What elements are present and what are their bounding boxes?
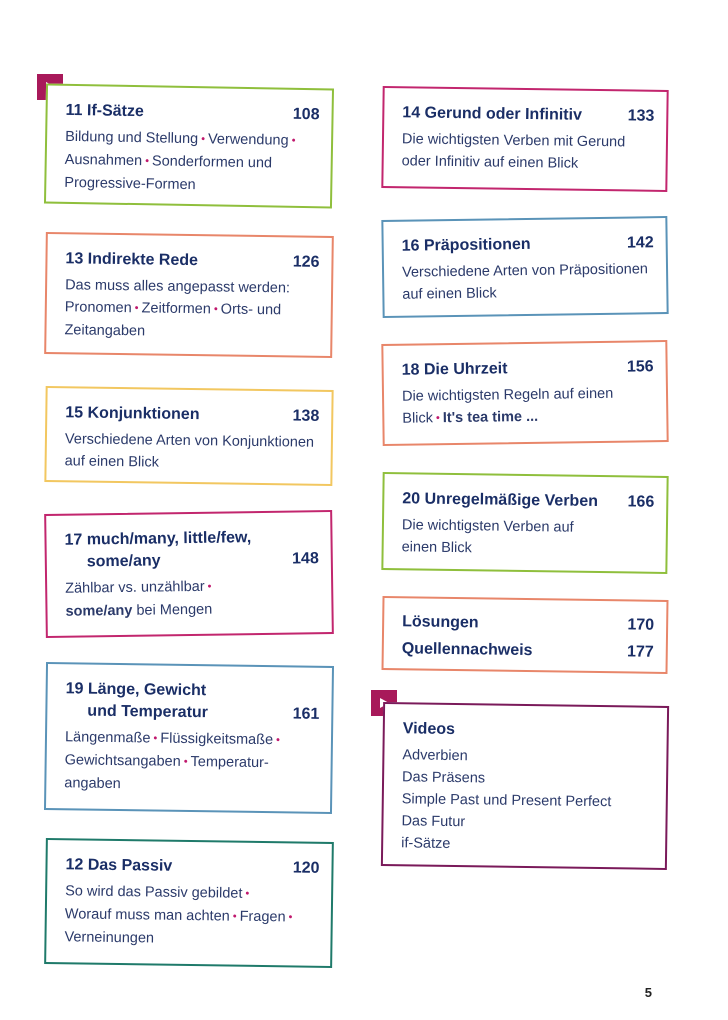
- page-number: 5: [644, 985, 652, 1000]
- toc-entry-loesungen[interactable]: [381, 596, 668, 674]
- toc-description: Verschiedene Arten von Konjunktionen auf einen Blick: [64, 431, 315, 471]
- toc-page: 138: [292, 407, 320, 425]
- toc-entry-uhrzeit[interactable]: [381, 340, 668, 446]
- toc-title: 15 Konjunktionen: [65, 404, 200, 424]
- toc-description: Die wichtigsten Verben auf einen Blick: [401, 517, 574, 557]
- toc-title: 13 Indirekte Rede: [65, 250, 199, 270]
- toc-title: 17 much/many, little/few,: [64, 529, 252, 549]
- toc-page: 142: [626, 234, 654, 252]
- toc-description: Zählbar vs. unzählbar • some/any bei Mengen: [65, 578, 213, 620]
- video-list: [401, 744, 655, 858]
- video-link[interactable]: Simple Past und Present Perfect: [401, 791, 612, 811]
- toc-title-cont: some/any: [86, 552, 161, 571]
- toc-page: 170: [627, 616, 655, 634]
- videos-box: [381, 702, 669, 870]
- toc-entry-praepositionen[interactable]: [381, 216, 668, 318]
- toc-title: Quellennachweis: [401, 640, 533, 660]
- video-link[interactable]: Das Futur: [401, 813, 466, 831]
- toc-title-cont: und Temperatur: [87, 702, 209, 722]
- toc-description: Verschiedene Arten von Präpositionen auf einen Blick: [401, 261, 649, 303]
- toc-title: 16 Präpositionen: [401, 235, 531, 255]
- toc-entry-unregelmaessig[interactable]: [381, 472, 668, 574]
- toc-title: 20 Unregelmäßige Verben: [402, 490, 599, 511]
- toc-entry-gerund[interactable]: [381, 86, 668, 192]
- toc-title: 14 Gerund oder Infinitiv: [402, 104, 583, 124]
- toc-title: 18 Die Uhrzeit: [401, 360, 508, 379]
- videos-title: Videos: [402, 720, 456, 739]
- toc-page: 161: [292, 705, 320, 723]
- toc-entry-if-saetze[interactable]: [44, 83, 334, 208]
- toc-entry-much-many[interactable]: [44, 510, 334, 638]
- toc-page: 166: [627, 493, 655, 511]
- toc-title: 12 Das Passiv: [65, 856, 173, 875]
- video-link[interactable]: Das Präsens: [401, 769, 486, 787]
- toc-page: 148: [291, 550, 319, 568]
- toc-title: Lösungen: [402, 613, 479, 632]
- toc-entry-passiv[interactable]: [44, 838, 334, 968]
- toc-title: 19 Länge, Gewicht: [65, 680, 207, 700]
- toc-description: So wird das Passiv gebildet • Worauf muss man achten • Fragen • Verneinungen: [64, 883, 293, 947]
- toc-entry-konjunktionen[interactable]: [44, 386, 333, 486]
- toc-entry-indirekte-rede[interactable]: [44, 232, 334, 358]
- toc-page: 133: [627, 107, 655, 125]
- toc-description: Das muss alles angepasst werden: Pronomen • Zeitformen • Orts- und Zeitangaben: [64, 277, 291, 340]
- toc-page: 126: [292, 253, 320, 271]
- toc-page: 108: [292, 105, 320, 124]
- toc-page: 177: [626, 643, 654, 661]
- toc-entry-laenge[interactable]: [44, 662, 334, 814]
- toc-page: 120: [292, 859, 320, 877]
- toc-page: 156: [626, 358, 654, 376]
- toc-description: Längenmaße • Flüssigkeitsmaße • Gewichtsangaben • Temperatur- angaben: [64, 729, 281, 793]
- toc-description: Bildung und Stellung • Verwendung • Ausnahmen • Sonderformen und Progressive-Formen: [64, 128, 296, 194]
- video-link[interactable]: Adverbien: [402, 747, 468, 765]
- toc-title: 11 If-Sätze: [65, 101, 145, 121]
- toc-description: Die wichtigsten Regeln auf einen Blick • It's tea time ...: [401, 385, 614, 427]
- toc-description: Die wichtigsten Verben mit Gerund oder Infinitiv auf einen Blick: [401, 131, 626, 172]
- video-link[interactable]: if-Sätze: [401, 835, 451, 852]
